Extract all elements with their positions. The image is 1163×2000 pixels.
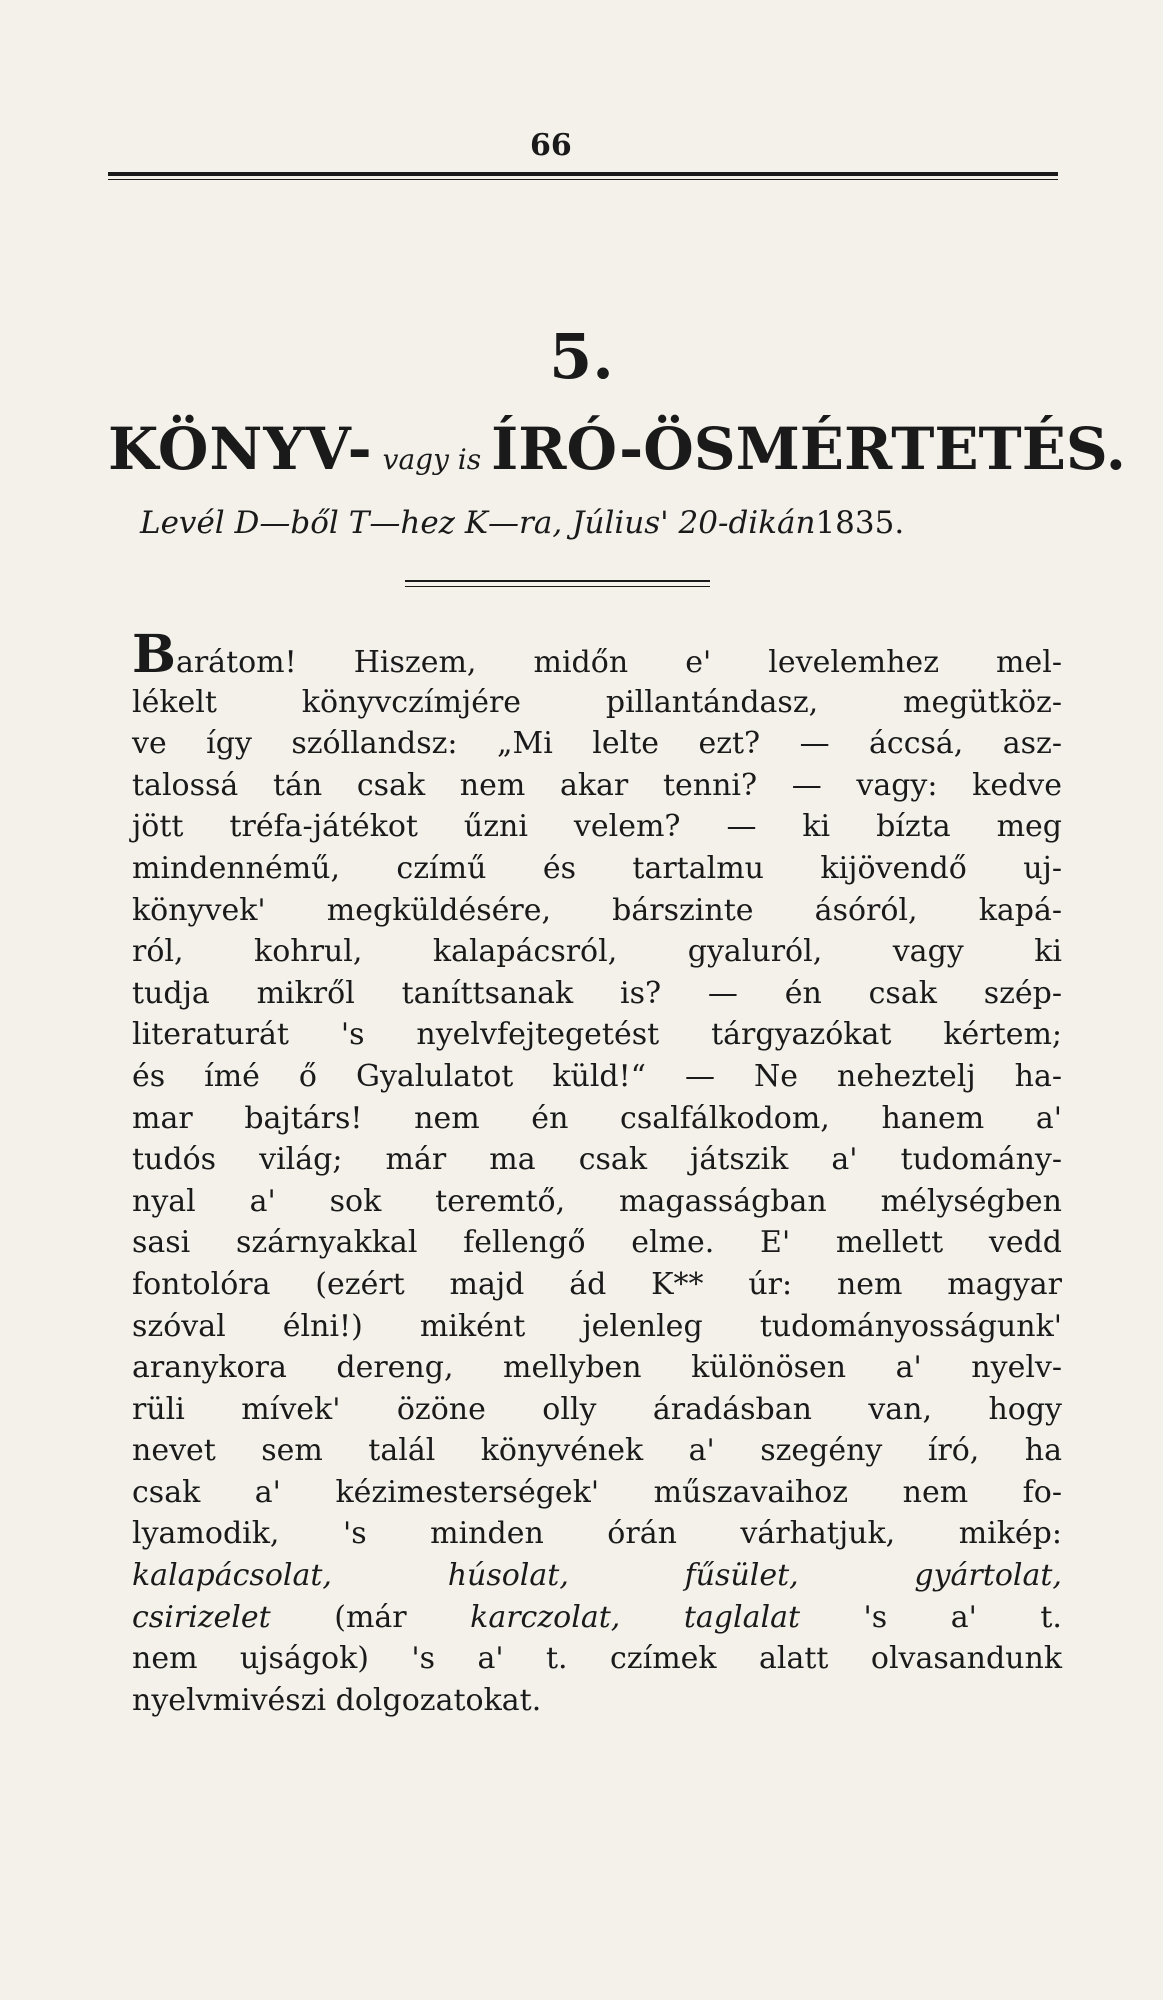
text-line-italic: kalapácsolat, húsolat, fűsület, gyártolat, xyxy=(132,1558,1062,1594)
text-line: rüli mívek' özöne olly áradásban van, hogy xyxy=(132,1391,1062,1427)
text-line: sasi szárnyakkal fellengő elme. E' mellett vedd xyxy=(132,1225,1062,1261)
text-line: ve így szóllandsz: „Mi lelte ezt? — áccsá, asz- xyxy=(132,726,1062,762)
text-line: aranykora dereng, mellyben különösen a' nyelv- xyxy=(132,1350,1062,1386)
heading-part-1: KÖNYV- xyxy=(108,415,373,483)
dateline-prefix: Levél D—ből T—hez K—ra, xyxy=(140,505,563,541)
text-line: szóval élni!) miként jelenleg tudományosságunk' xyxy=(132,1308,1062,1344)
text-line: és ímé ő Gyalulatot küld!“ — Ne neheztelj ha- xyxy=(132,1058,1062,1094)
text-line: mar bajtárs! nem én csalfálkodom, hanem a' xyxy=(132,1100,1062,1136)
text-line: jött tréfa-játékot űzni velem? — ki bízta meg xyxy=(132,809,1062,845)
text-line: tudja mikről taníttsanak is? — én csak szép- xyxy=(132,975,1062,1011)
text-line-mixed: csirizelet (már karczolat, taglalat 's a' t. xyxy=(132,1599,1062,1635)
drop-cap: B xyxy=(132,624,176,685)
dateline-month: Július' xyxy=(572,505,669,541)
text-line: Barátom! Hiszem, midőn e' levelemhez mel- xyxy=(132,624,1062,685)
text-line: lyamodik, 's minden órán várhatjuk, mikép: xyxy=(132,1516,1062,1552)
text-line-last: nyelvmivészi dolgozatokat. xyxy=(132,1682,542,1718)
chapter-number: 5. xyxy=(549,320,614,393)
section-heading xyxy=(108,415,1126,483)
text-line: nevet sem talál könyvének a' szegény író, ha xyxy=(132,1433,1062,1469)
heading-rule xyxy=(405,580,710,587)
text-line: lékelt könyvczímjére pillantándasz, megütköz- xyxy=(132,684,1062,720)
dateline-year: 1835. xyxy=(815,505,905,541)
text-line: csak a' kézimesterségek' műszavaihoz nem fo- xyxy=(132,1474,1062,1510)
text-line: ról, kohrul, kalapácsról, gyaluról, vagy ki xyxy=(132,934,1062,970)
heading-connector: vagy is xyxy=(382,443,482,476)
dateline xyxy=(140,505,1020,541)
dateline-day: 20-dikán xyxy=(678,505,816,541)
heading-part-2: ÍRÓ-ÖSMÉRTETÉS. xyxy=(491,415,1126,483)
text-line: könyvek' megküldésére, bárszinte ásóról, kapá- xyxy=(132,892,1062,928)
header-rule xyxy=(108,172,1058,180)
text-line: literaturát 's nyelvfejtegetést tárgyazókat kértem; xyxy=(132,1017,1062,1053)
page-number: 66 xyxy=(530,128,572,163)
body-text xyxy=(132,624,1062,1721)
text-line: talossá tán csak nem akar tenni? — vagy: kedve xyxy=(132,767,1062,803)
text-line: nyal a' sok teremtő, magasságban mélységben xyxy=(132,1183,1062,1219)
text-line: nem ujságok) 's a' t. czímek alatt olvasandunk xyxy=(132,1641,1062,1677)
text-line: mindennémű, czímű és tartalmu kijövendő uj- xyxy=(132,850,1062,886)
text-line: fontolóra (ezért majd ád K** úr: nem magyar xyxy=(132,1266,1062,1302)
text-line: tudós világ; már ma csak játszik a' tudomány- xyxy=(132,1142,1062,1178)
